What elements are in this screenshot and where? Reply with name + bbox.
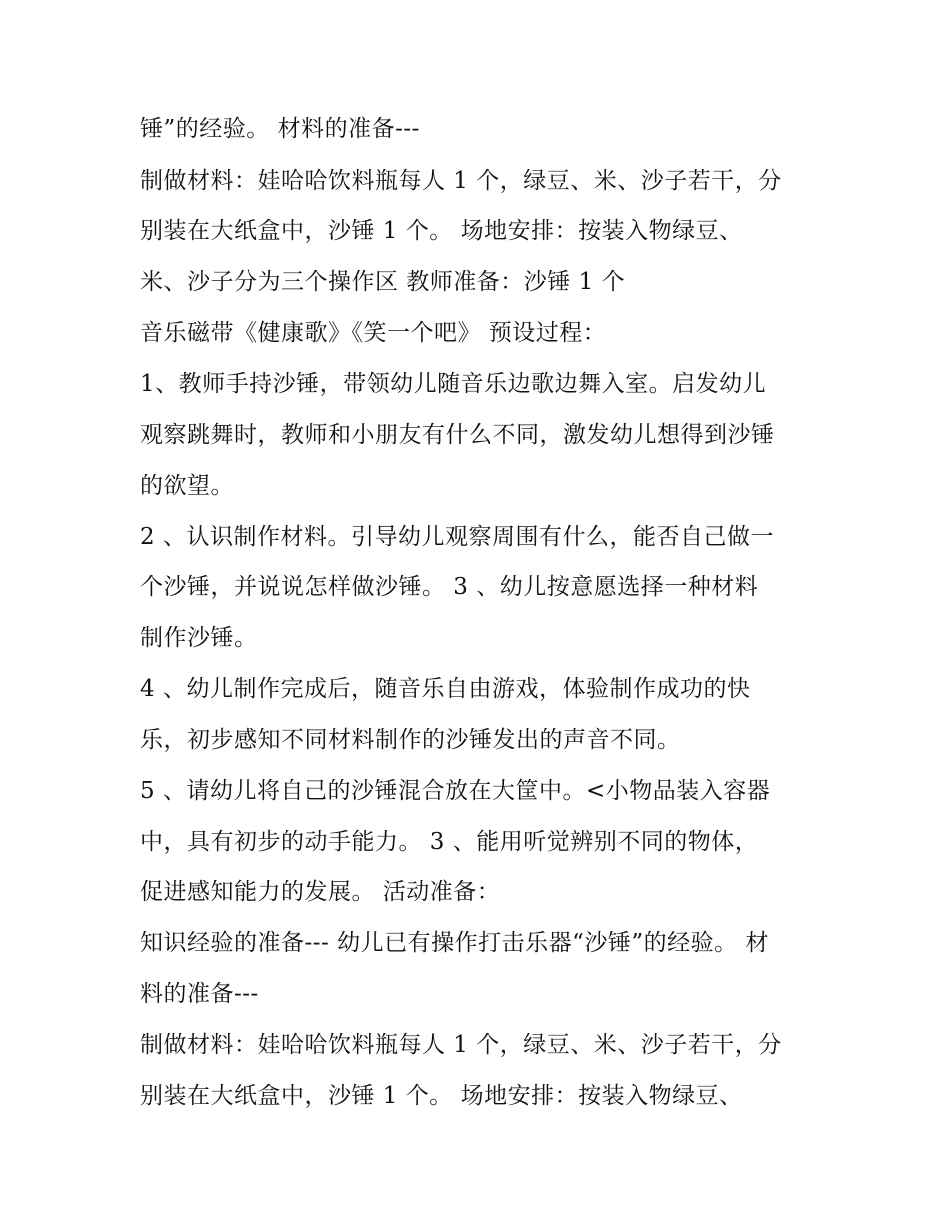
text-line: 锤”的经验。 材料的准备--- [140,116,420,142]
text-line: 观察跳舞时，教师和小朋友有什么不同，激发幼儿想得到沙锤 [140,422,775,448]
text-line: 2 、认识制作材料。引导幼儿观察周围有什么，能否自己做一 [140,524,774,550]
text-line: 1、教师手持沙锤，带领幼儿随音乐边歌边舞入室。启发幼儿 [140,371,767,397]
text-line: 5 、请幼儿将自己的沙锤混合放在大筐中。<小物品装入容器 [140,778,771,804]
text-line: 料的准备--- [140,981,259,1007]
text-line: 的欲望。 [140,473,234,499]
text-line: 4 、幼儿制作完成后，随音乐自由游戏，体验制作成功的快 [140,676,751,702]
text-line: 米、沙子分为三个操作区 教师准备：沙锤 1 个 [140,269,626,295]
text-line: 乐，初步感知不同材料制作的沙锤发出的声音不同。 [140,727,681,753]
text-line: 个沙锤，并说说怎样做沙锤。 3 、幼儿按意愿选择一种材料 [140,574,759,600]
text-line: 中，具有初步的动手能力。 3 、能用听觉辨别不同的物体， [140,829,759,855]
text-line: 别装在大纸盒中，沙锤 1 个。 场地安排：按装入物绿豆、 [140,218,743,244]
text-line: 制做材料：娃哈哈饮料瓶每人 1 个，绿豆、米、沙子若干，分 [140,168,782,194]
text-line: 别装在大纸盒中，沙锤 1 个。 场地安排：按装入物绿豆、 [140,1083,743,1109]
text-line: 知识经验的准备--- 幼儿已有操作打击乐器“沙锤”的经验。 材 [140,930,769,956]
text-line: 制作沙锤。 [140,625,258,651]
text-line: 促进感知能力的发展。 活动准备： [140,879,501,905]
text-line: 音乐磁带《健康歌》《笑一个吧》 预设过程： [140,320,607,346]
text-line: 制做材料：娃哈哈饮料瓶每人 1 个，绿豆、米、沙子若干，分 [140,1032,782,1058]
